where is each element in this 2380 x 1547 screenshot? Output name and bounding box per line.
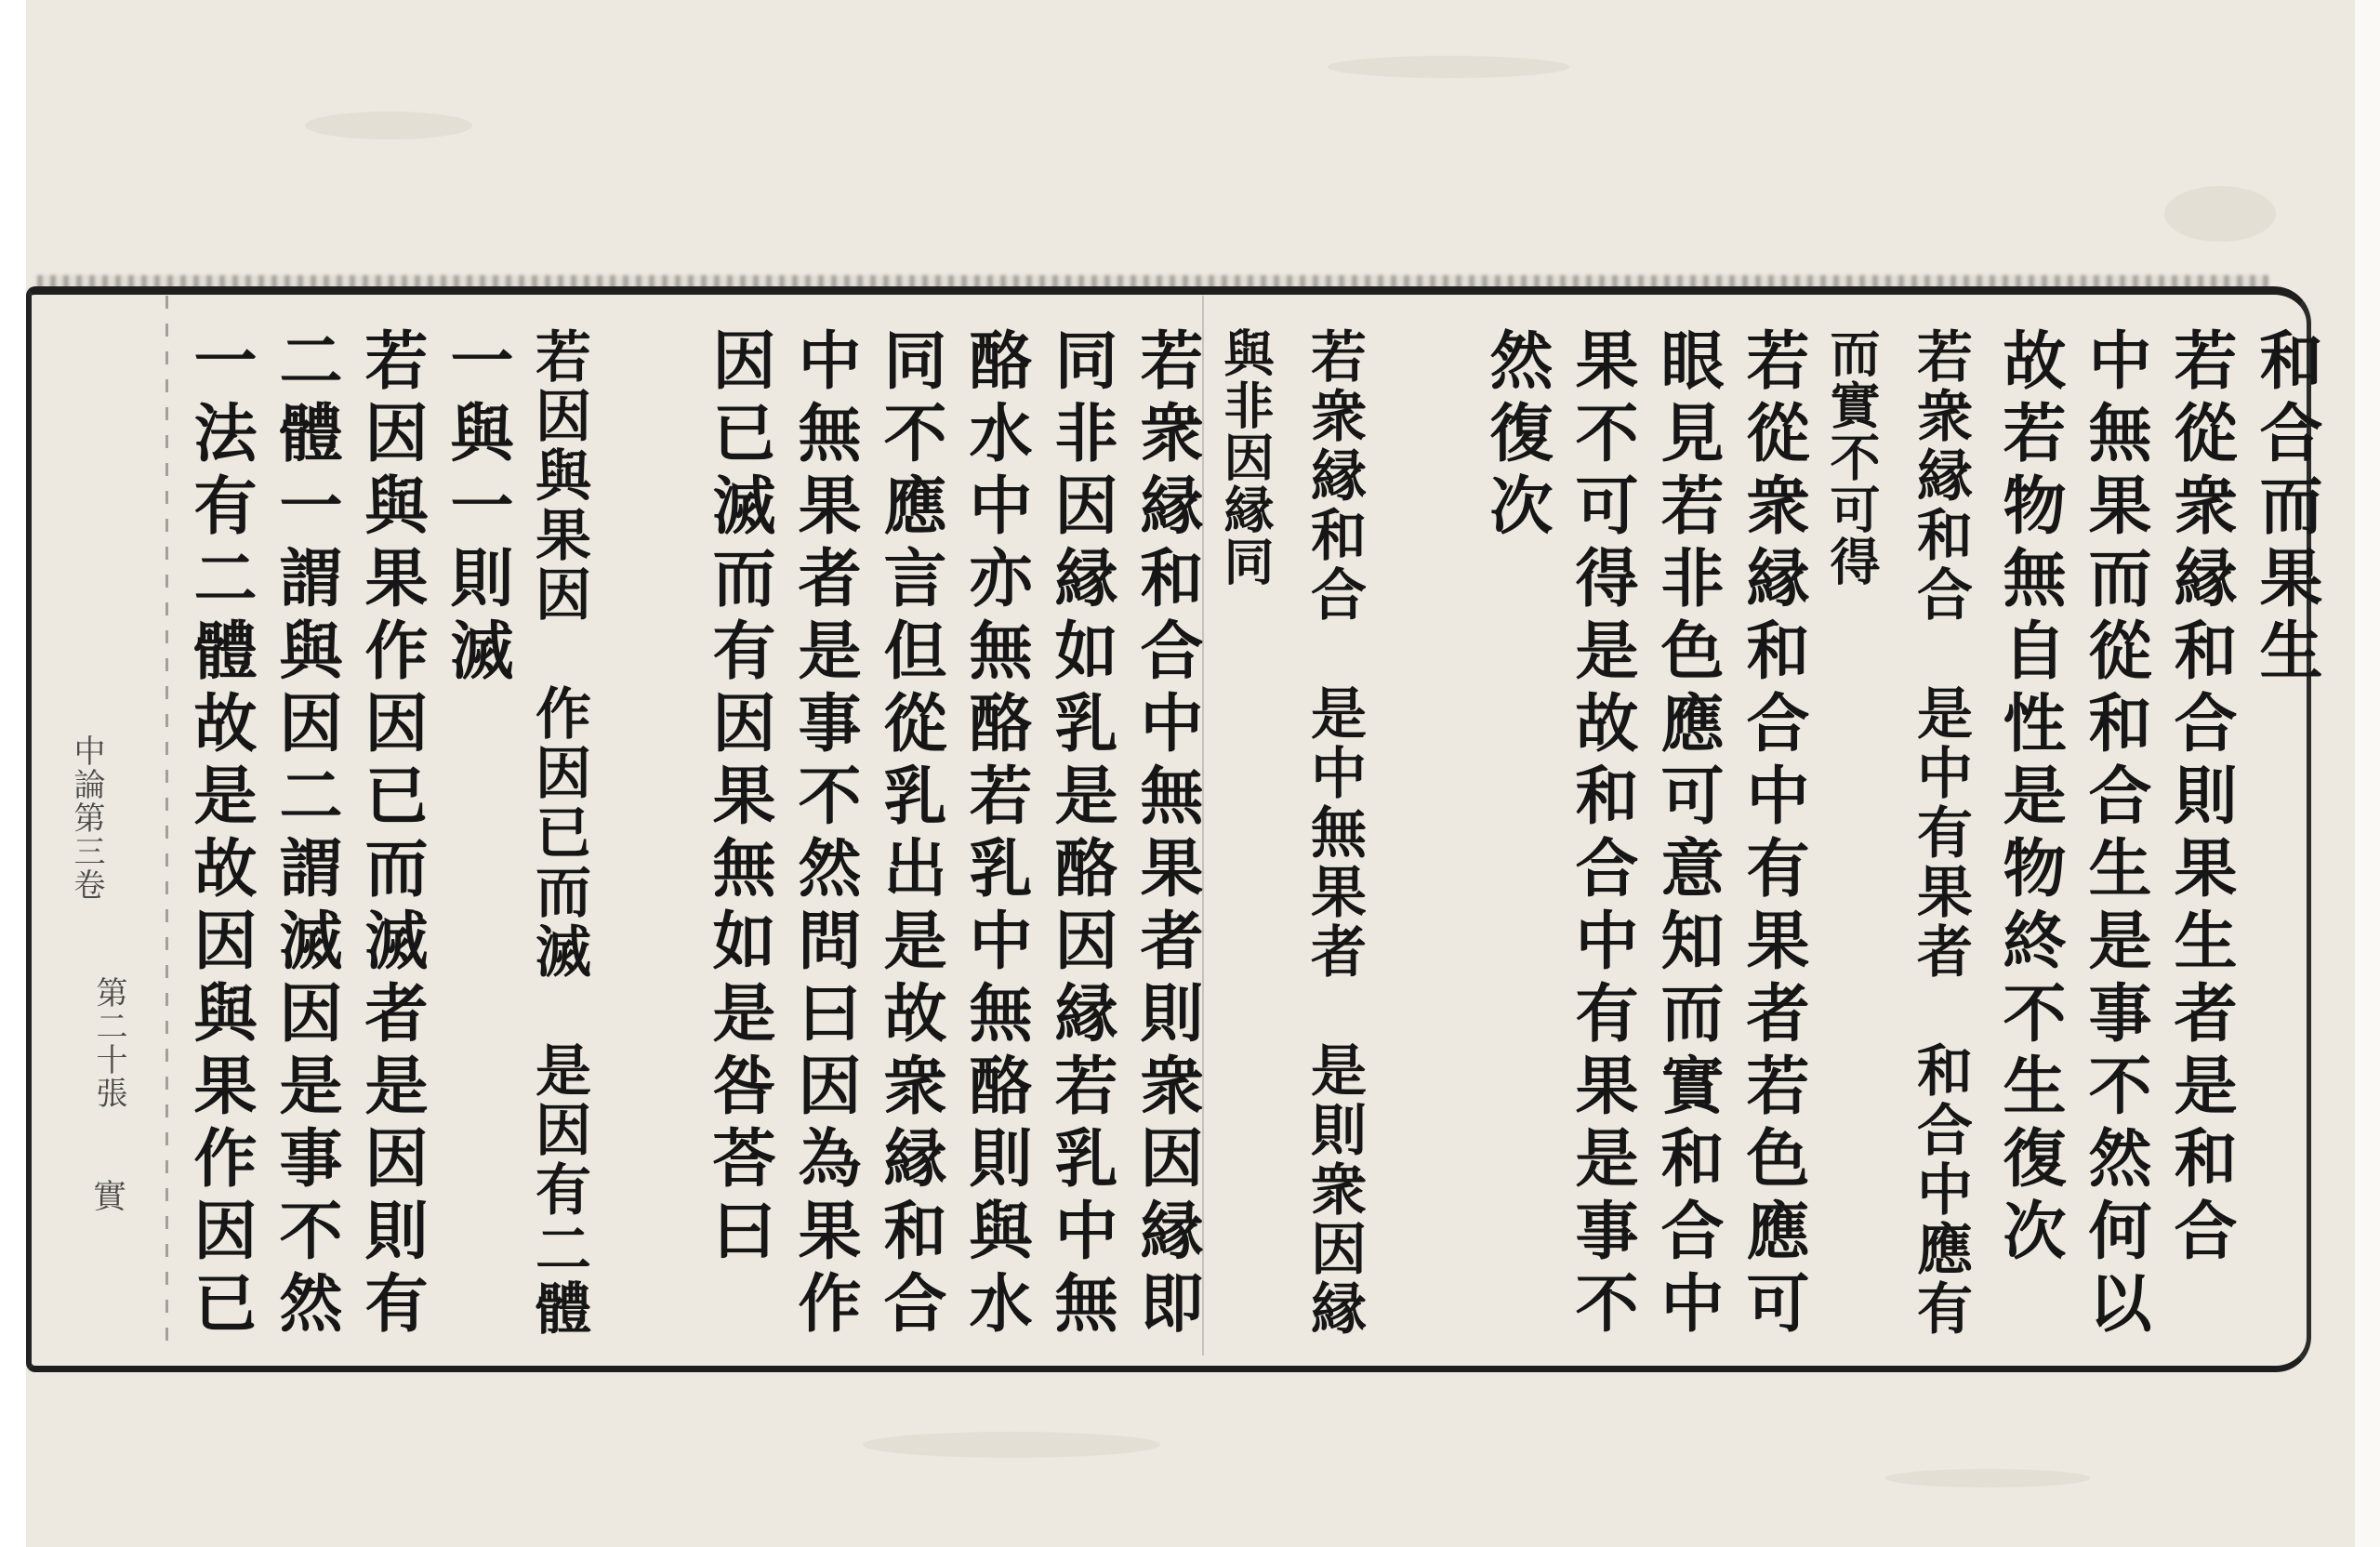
text-column: 果不可得是故和合中有果是事不 [1565,327,1639,1342]
text-column: 故若物無自性是物終不生復次 [1992,327,2067,1270]
text-column: 而實不可得 [1822,327,1882,588]
text-column: 若因與果作因已而滅者是因則有 [354,327,429,1342]
text-column: 中無果者是事不然問曰因為果作 [787,327,862,1342]
paper-fiber [1328,56,1569,78]
text-column: 中無果而從和合生是事不然何以 [2078,327,2152,1342]
margin-mark: 實 [93,1178,127,1216]
margin-book-title: 中論第三卷 [68,734,105,902]
margin-page-number: 第二十張 [90,976,127,1110]
text-column: 酪水中亦無酪若乳中無酪則與水 [959,327,1033,1342]
text-column: 若衆縁和合 是中無果者 是則衆因縁 [1302,327,1367,1339]
text-column: 然復次 [1479,327,1554,545]
text-column: 同不應言但從乳出是故衆縁和合 [873,327,947,1342]
text-column: 若因與果因 作因已而滅 是因有二體 [526,327,591,1339]
text-column: 同非因縁如乳是酪因縁若乳中無 [1044,327,1118,1342]
text-column: 若衆縁和合中無果者則衆因縁即 [1130,327,1204,1342]
paper-fiber [1885,1469,2090,1488]
text-column: 一法有二體故是故因與果作因已 [183,327,258,1342]
paper-fiber [863,1432,1160,1458]
page-edge [2355,0,2380,1547]
text-column: 一與一則滅 [440,327,514,690]
text-column: 因已滅而有因果無如是咎荅曰 [702,327,776,1270]
text-column: 與非因縁同 [1216,327,1276,588]
text-column: 和合而果生 [2249,327,2323,690]
text-column: 若衆縁和合 是中有果者 和合中應有 [1908,327,1973,1339]
paper-fiber [2164,186,2276,242]
margin-divider [165,296,168,1355]
text-column: 二體一謂與因二謂滅因是事不然 [269,327,343,1342]
text-column: 若從衆縁和合中有果者若色應可 [1736,327,1810,1342]
text-column: 眼見若非色應可意知而實和合中 [1650,327,1725,1342]
paper-fiber [305,112,472,139]
text-column: 若從衆縁和合則果生者是和合 [2163,327,2238,1270]
